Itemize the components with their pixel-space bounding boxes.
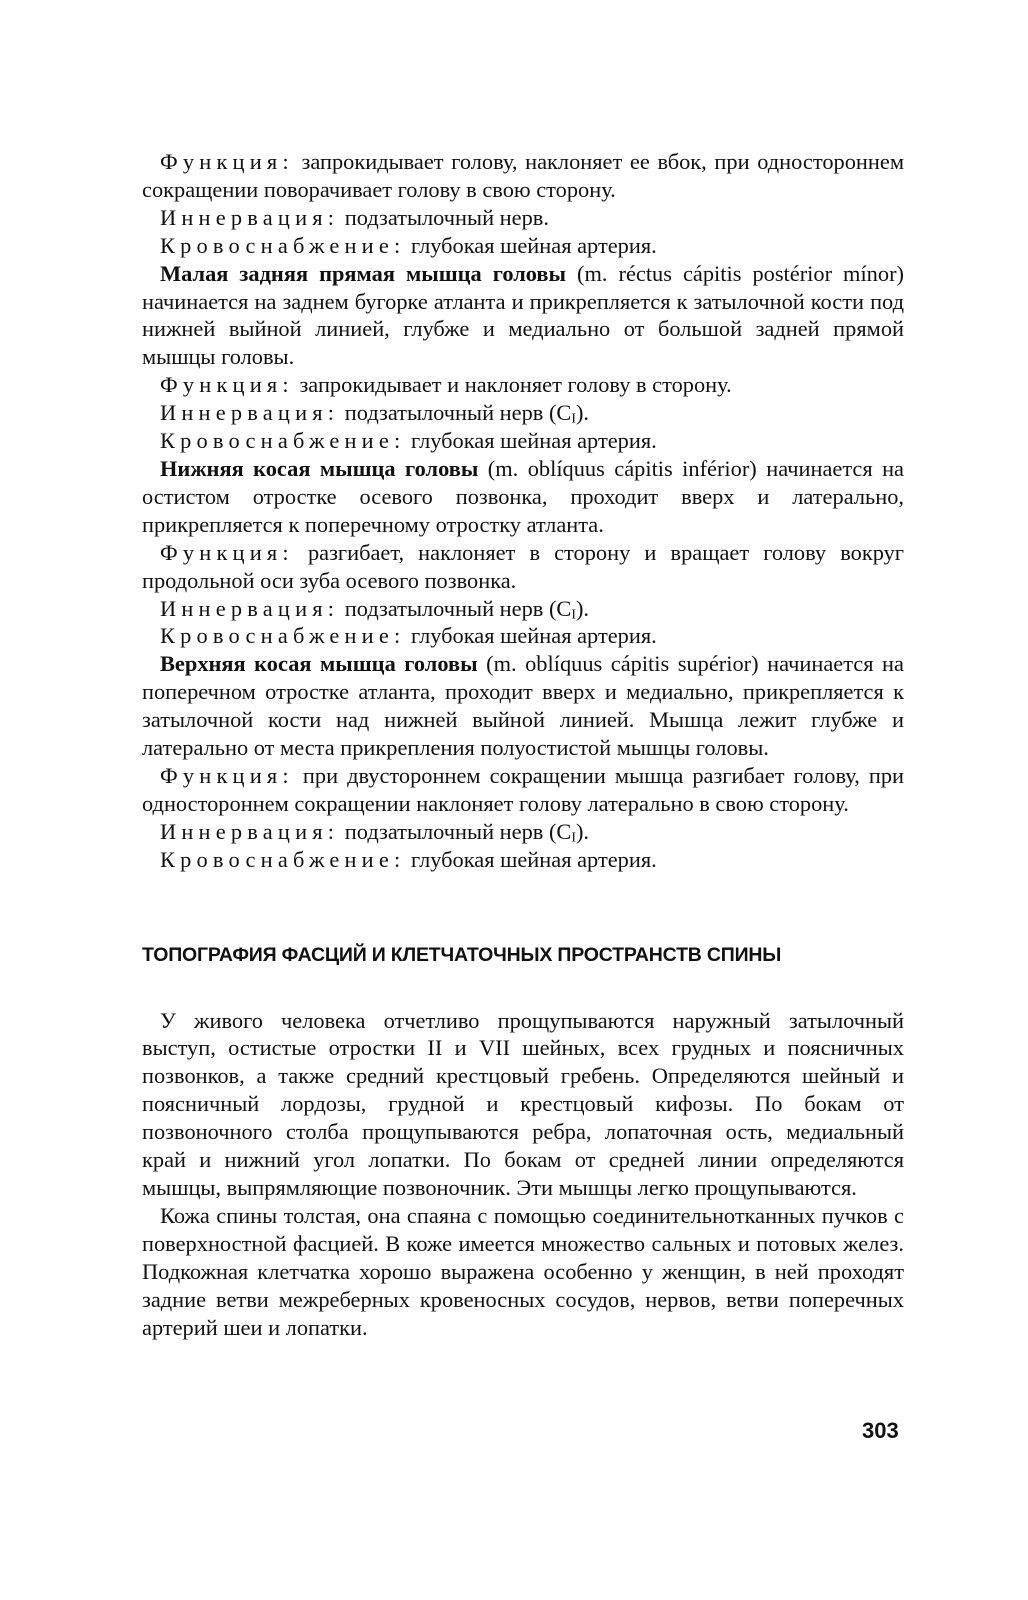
paragraph-function-3	[142, 539, 904, 595]
function-text: запрокидывает и наклоняет голову в сторону.	[299, 372, 732, 398]
section-heading: ТОПОГРАФИЯ ФАСЦИЙ И КЛЕТЧАТОЧНЫХ ПРОСТРАНСТВ СПИНЫ	[142, 943, 782, 966]
paragraph-function-2	[142, 371, 904, 399]
muscle-description: начинается на поперечном отростке атланта, проходит вверх и медиально, прикрепляется к затылочной кости над нижней выйной линией. Мышца лежит глубже и латерально от места прикрепления полуостистой мышцы головы.	[142, 651, 904, 761]
muscle-name: Нижняя косая мышца головы	[160, 455, 479, 481]
label-function: Функция:	[160, 539, 294, 565]
section-paragraph-2: Кожа спины толстая, она спаяна с помощью соединительнотканных пучков с поверхностной фасцией. В коже имеется множество сальных и потовых желез. Подкожная клетчатка хорошо выражена особенно у женщин, в ней проходят задние ветви межреберных кровеносных сосудов, нервов, ветви поперечных артерий шеи и лопатки.	[142, 1202, 904, 1340]
paragraph-innervation-4	[142, 818, 904, 846]
paragraph-muscle-obliquus-inferior	[142, 455, 904, 539]
innervation-text: подзатылочный нерв.	[344, 204, 549, 230]
label-function: Функция:	[160, 372, 294, 398]
paragraph-blood-supply-1	[142, 232, 904, 260]
paragraph-blood-supply-3	[142, 622, 904, 650]
blood-supply-text: глубокая шейная артерия.	[411, 428, 657, 454]
function-text: разгибает, наклоняет в сторону и вращает голову вокруг продольной оси зуба осевого позвонка.	[142, 539, 904, 593]
paragraph-blood-supply-2	[142, 427, 904, 455]
label-function: Функция:	[160, 762, 294, 788]
section-paragraph-1: У живого человека отчетливо прощупываются наружный затылочный выступ, остистые отростки II и VII шейных, всех грудных и поясничных позвонков, а также средний крестцовый гребень. Определяются шейный и поясничный лордозы, грудной и крестцовый кифозы. По бокам от позвоночного столба прощупываются ребра, лопаточная ость, медиальный край и нижний угол лопатки. По бокам от средней линии определяются мышцы, выпрямляющие позвоночник. Эти мышцы легко прощупываются.	[142, 1007, 904, 1200]
innervation-text: подзатылочный нерв (C	[344, 400, 572, 426]
page-content	[142, 148, 904, 1341]
label-function: Функция:	[160, 149, 294, 174]
innervation-text: подзатылочный нерв (C	[344, 818, 572, 844]
paragraph-innervation-1	[142, 204, 904, 232]
label-innervation: Иннервация:	[160, 204, 340, 230]
blood-supply-text: глубокая шейная артерия.	[411, 232, 657, 258]
nerve-subscript: I	[571, 606, 576, 622]
label-blood-supply: Кровоснабжение:	[160, 623, 406, 649]
latin-name: (m. oblíquus cápitis supérior)	[486, 651, 759, 677]
label-innervation: Иннервация:	[160, 595, 340, 621]
paragraph-function-1	[142, 148, 904, 204]
function-text: при двустороннем сокращении мышца разгибает голову, при одностороннем сокращении наклоняет голову латерально в свою сторону.	[142, 762, 904, 816]
nerve-subscript: I	[571, 411, 576, 427]
muscle-name: Верхняя косая мышца головы	[160, 651, 478, 677]
label-blood-supply: Кровоснабжение:	[160, 428, 406, 454]
latin-name: (m. réctus cápitis postérior mínor)	[577, 260, 904, 286]
nerve-subscript: I	[571, 830, 576, 846]
muscle-description: начинается на заднем бугорке атланта и прикрепляется к затылочной кости под нижней выйной линией, глубже и медиально от большой задней прямой мышцы головы.	[142, 288, 904, 370]
label-blood-supply: Кровоснабжение:	[160, 232, 406, 258]
label-innervation: Иннервация:	[160, 818, 340, 844]
paragraph-function-4	[142, 762, 904, 818]
innervation-text: подзатылочный нерв (C	[344, 595, 572, 621]
nerve-close: ).	[575, 595, 590, 621]
paragraph-muscle-rectus-minor	[142, 260, 904, 372]
label-blood-supply: Кровоснабжение:	[160, 846, 406, 872]
paragraph-blood-supply-4	[142, 846, 904, 874]
page-number: 303	[862, 1418, 899, 1443]
muscle-description: начинается на остистом отростке осевого позвонка, проходит вверх и латерально, прикрепляется к поперечному отростку атланта.	[142, 455, 904, 537]
latin-name: (m. oblíquus cápitis inférior)	[487, 455, 757, 481]
muscle-name: Малая задняя прямая мышца головы	[160, 260, 566, 286]
paragraph-muscle-obliquus-superior	[142, 650, 904, 762]
label-innervation: Иннервация:	[160, 400, 340, 426]
nerve-close: ).	[575, 400, 590, 426]
nerve-close: ).	[575, 818, 590, 844]
blood-supply-text: глубокая шейная артерия.	[411, 846, 657, 872]
paragraph-innervation-3	[142, 595, 904, 623]
function-text: запрокидывает голову, наклоняет ее вбок, при одностороннем сокращении поворачивает голову в свою сторону.	[142, 149, 904, 202]
paragraph-innervation-2	[142, 399, 904, 427]
blood-supply-text: глубокая шейная артерия.	[411, 623, 657, 649]
